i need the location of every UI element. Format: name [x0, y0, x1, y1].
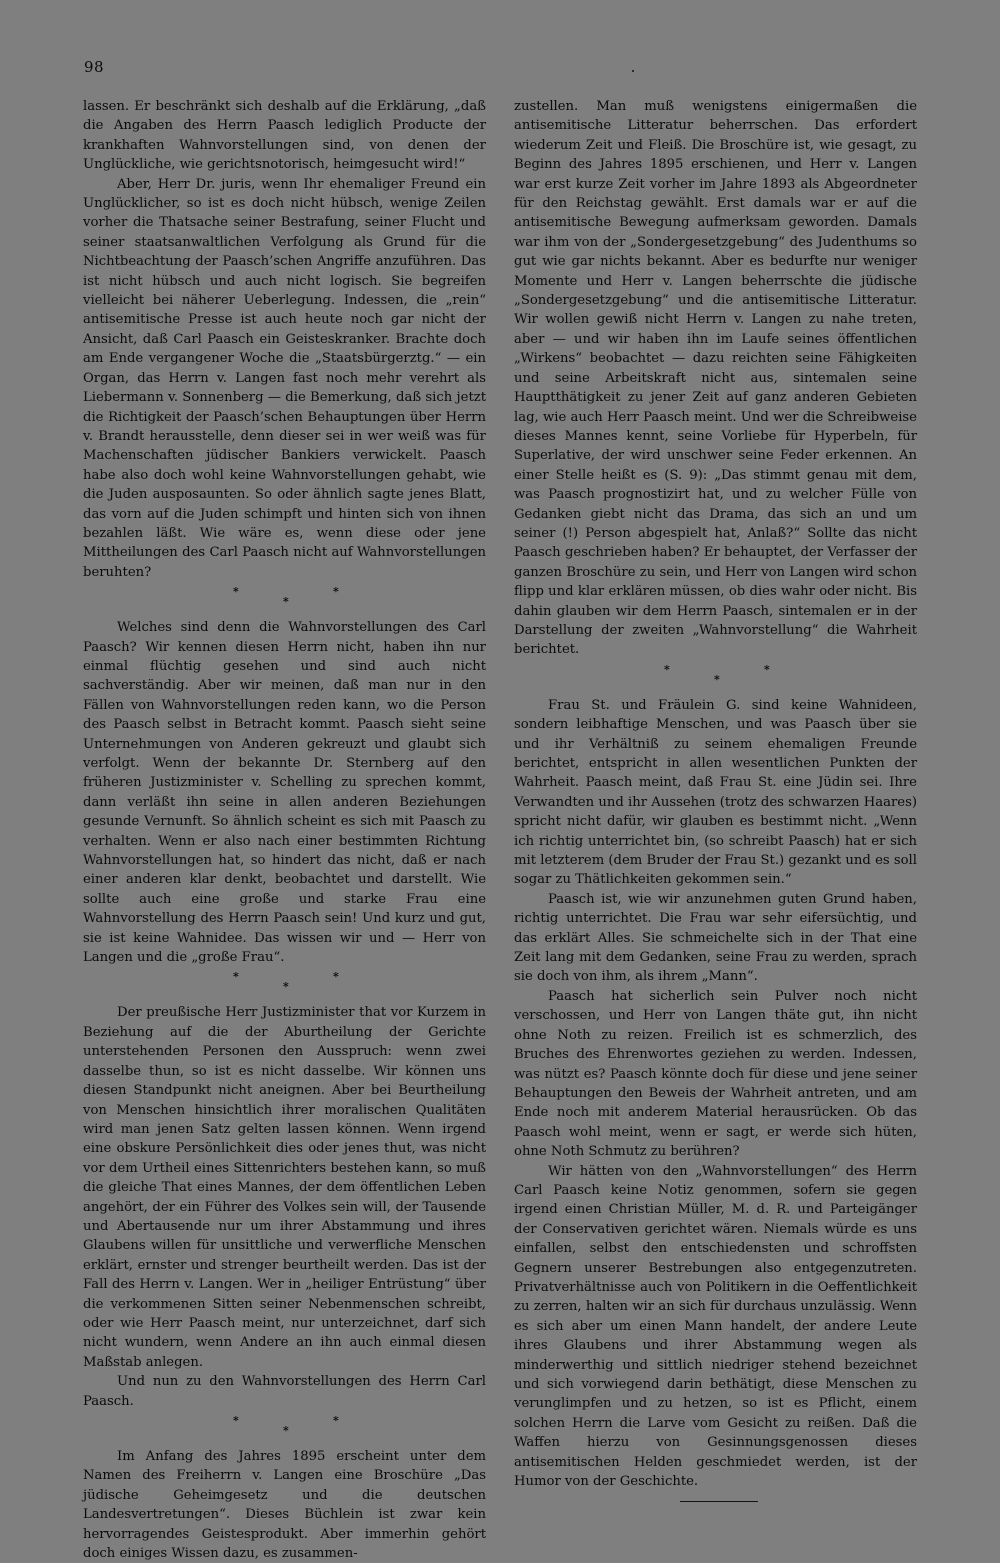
- right-paragraph-1: zustellen. Man muß wenigstens einigermaßen die antisemitische Litteratur beherrschen. Das erfordert wiederum Zeit und Fleiß. Die Broschüre ist, wie gesagt, zu Beginn des Jahres 1895 erschienen, und Herr v. Langen war erst kurze Zeit vorher im Jahre 1893 als Abgeordneter für den Reichstag gewählt. Erst damals war er auf die antisemitische Bewegung aufmerksam geworden. Damals war ihm von der „Sondergesetzgebung“ des Judenthums so gut wie gar nichts bekannt. Aber es bedurfte nur weniger Momente und Herr v. Langen beherrschte die jüdische „Sondergesetzgebung“ und die antisemitische Litteratur. Wir wollen gewiß nicht Herrn v. Langen zu nahe treten, aber — und wir haben ihn im Laufe seines öffentlichen „Wirkens“ beobachtet — dazu reichten seine Fähigkeiten und seine Arbeitskraft nicht aus, sintemalen seine Hauptthätigkeit zu jener Zeit auf ganz anderen Gebieten lag, wie auch Herr Paasch meint. Und wer die Schreibweise dieses Mannes kennt, seine Vorliebe für Hyperbeln, für Superlative, der wird unschwer seine Feder erkennen. An einer Stelle heißt es (S. 9): „Das stimmt genau mit dem, was Paasch prognostizirt hat, und zu welcher Fülle von Gedanken giebt nicht das Drama, das sich an und um seiner (!) Person abgespielt hat, Anlaß?“ Sollte das nicht Paasch geschrieben haben? Er behauptet, der Verfasser der ganzen Broschüre zu sein, und Herr von Langen wird schon flipp und klar erklären müssen, ob dies wahr oder nicht. Bis dahin glauben wir dem Herrn Paasch, sintemalen er in der Darstellung der zweiten „Wahnvorstellung“ die Wahrheit berichtet.: [514, 99, 917, 658]
- star-mark: *: [283, 595, 289, 609]
- right-paragraph-2: Frau St. und Fräulein G. sind keine Wahnideen, sondern leibhaftige Menschen, und was Paasch über sie und ihr Verhältniß zu seinem ehemaligen Freunde berichtet, entspricht in allen wesentlichen Punkten der Wahrheit. Paasch meint, daß Frau St. eine Jüdin sei. Ihre Verwandten und ihr Aussehen (trotz des schwarzen Haares) spricht nicht dafür, wir glauben es bestimmt nicht. „Wenn ich richtig unterrichtet bin, (so schreibt Paasch) hat er sich mit letzterem (dem Bruder der Frau St.) gezankt und es soll sogar zu Thätlichkeiten gekommen sein.“: [514, 697, 917, 888]
- star-mark: *: [764, 662, 770, 676]
- star-mark: *: [283, 980, 289, 994]
- star-mark: *: [283, 1424, 289, 1437]
- section-separator-stars: [83, 1413, 486, 1444]
- page-number: 98: [84, 58, 105, 76]
- print-speck: [632, 70, 634, 72]
- star-mark: *: [333, 1414, 339, 1427]
- left-column: [83, 97, 486, 1563]
- star-mark: *: [233, 585, 239, 599]
- star-mark: *: [333, 970, 339, 984]
- left-paragraph-5: Und nun zu den Wahnvorstellungen des Herrn Carl Paasch.: [83, 1374, 486, 1409]
- star-mark: *: [233, 1414, 239, 1427]
- left-paragraph-1: lassen. Er beschränkt sich deshalb auf die Erklärung, „daß die Angaben des Herrn Paasch lediglich Producte der krankhaften Wahnvorstellungen sind, von denen der Unglückliche, wie gerichtsnotorisch, heimgesucht wird!“: [83, 99, 486, 173]
- section-separator-stars: [83, 969, 486, 1000]
- star-mark: *: [233, 970, 239, 984]
- right-paragraph-4: Paasch hat sicherlich sein Pulver noch nicht verschossen, und Herr von Langen thäte gut, ihn nicht ohne Noth zu reizen. Freilich ist es schmerzlich, des Bruches des Ehrenwortes geziehen zu werden. Indessen, was nützt es? Paasch könnte doch für diese und jene seiner Behauptungen den Beweis der Wahrheit antreten, und am Ende noch mit anderem Material herausrücken. Ob das Paasch wohl meint, wenn er sagt, er werde sich hüten, ohne Noth Schmutz zu berühren?: [514, 988, 917, 1160]
- end-rule: [680, 1501, 758, 1502]
- right-column: [514, 97, 917, 1502]
- section-separator-stars: [514, 662, 917, 693]
- left-paragraph-4: Der preußische Herr Justizminister that vor Kurzem in Beziehung auf die der Aburtheilung der Gerichte unterstehenden Personen den Ausspruch: wenn zwei dasselbe thun, so ist es nicht dasselbe. Wir können uns diesen Standpunkt nicht aneignen. Aber bei Beurtheilung von Menschen hinsichtlich ihrer moralischen Qualitäten wird man jenen Satz gelten lassen können. Wenn irgend eine obskure Persönlichkeit dies oder jenes thut, was nicht vor dem Urtheil eines Sittenrichters bestehen kann, so muß die gleiche That eines Mannes, der dem öffentlichen Leben angehört, der ein Führer des Volkes sein will, der Tausende und Abertausende nur um ihrer Abstammung und ihres Glaubens willen für unsittliche und verwerfliche Menschen erklärt, ernster und strenger beurtheilt werden. Das ist der Fall des Herrn v. Langen. Wer in „heiliger Entrüstung“ über die verkommenen Sitten seiner Nebenmenschen schreibt, oder wie Herr Paasch meint, nur unterzeichnet, darf sich nicht wundern, wenn Andere an ihn auch einmal diesen Maßstab anlegen.: [83, 1005, 486, 1370]
- right-paragraph-3: Paasch ist, wie wir anzunehmen guten Grund haben, richtig unterrichtet. Die Frau war sehr eifersüchtig, und das erklärt Alles. Sie schmeichelte sich in der That eine Zeit lang mit dem Gedanken, seine Frau zu werden, sprach sie doch von ihm, als ihrem „Mann“.: [514, 891, 917, 985]
- star-mark: *: [333, 585, 339, 599]
- section-separator-stars: [83, 584, 486, 615]
- star-mark: *: [664, 662, 670, 676]
- right-paragraph-5: Wir hätten von den „Wahnvorstellungen“ des Herrn Carl Paasch keine Notiz genommen, sofern sie gegen irgend einen Christian Müller, M. d. R. und Parteigänger der Conservativen gerichtet wären. Niemals würde es uns einfallen, selbst den entschiedensten und schroffsten Gegnern unserer Bestrebungen also entgegenzutreten. Privatverhältnisse auch von Politikern in die Oeffentlichkeit zu zerren, halten wir an sich für durchaus unzulässig. Wenn es sich aber um einen Mann handelt, der andere Leute ihres Glaubens und ihrer Abstammung wegen als minderwerthig und sittlich niedriger stehend bezeichnet und sich vorwiegend darin bethätigt, diese Menschen zu verunglimpfen und zu hetzen, so ist es Pflicht, einem solchen Herrn die Larve vom Gesicht zu reißen. Daß die Waffen hierzu von Gesinnungsgenossen dieses antisemitischen Helden geschmiedet werden, ist der Humor von der Geschichte.: [514, 1163, 917, 1490]
- left-paragraph-6: Im Anfang des Jahres 1895 erscheint unter dem Namen des Freiherrn v. Langen eine Broschüre „Das jüdische Geheimgesetz und die deutschen Landesvertretungen“. Dieses Büchlein ist zwar kein hervorragendes Geistesprodukt. Aber immerhin gehört doch einiges Wissen dazu, es zusammen-: [83, 1449, 486, 1562]
- star-mark: *: [714, 672, 720, 686]
- left-paragraph-2: Aber, Herr Dr. juris, wenn Ihr ehemaliger Freund ein Unglücklicher, so ist es doch nicht hübsch, wenige Zeilen vorher die Thatsache seiner Bestrafung, seiner Flucht und seiner staatsanwaltlichen Verfolgung als Grund für die Nichtbeachtung der Paasch’schen Angriffe anzuführen. Das ist nicht hübsch und auch nicht logisch. Sie begreifen vielleicht bei näherer Ueberlegung. Indessen, die „rein“ antisemitische Presse ist auch heute noch gar nicht der Ansicht, daß Carl Paasch ein Geisteskranker. Brachte doch am Ende vergangener Woche die „Staatsbürgerztg.“ — ein Organ, das Herrn v. Langen fast noch mehr verehrt als Liebermann v. Sonnenberg — die Bemerkung, daß sich jetzt die Richtigkeit der Paasch’schen Behauptungen über Herrn v. Brandt herausstelle, denn dieser sei in wer weiß was für Machenschaften jüdischer Bankiers verwickelt. Paasch habe also doch wohl keine Wahnvorstellungen gehabt, wie die Juden ausposaunten. So oder ähnlich sagte jenes Blatt, das vorn auf die Juden schimpft und hinten sich von ihnen bezahlen läßt. Wie wäre es, wenn diese oder jene Mittheilungen des Carl Paasch nicht auf Wahnvorstellungen beruhten?: [83, 176, 486, 580]
- left-paragraph-3: Welches sind denn die Wahnvorstellungen des Carl Paasch? Wir kennen diesen Herrn nicht, haben ihn nur einmal flüchtig gesehen und sind auch nicht sachverständig. Aber wir meinen, daß man nur in den Fällen von Wahnvorstellungen reden kann, wo die Person des Paasch selbst in Betracht kommt. Paasch sieht seine Unternehmungen von Anderen gekreuzt und glaubt sich verfolgt. Wenn der bekannte Dr. Sternberg auf den früheren Justizminister v. Schelling zu sprechen kommt, dann verläßt ihn seine in allen anderen Beziehungen gesunde Vernunft. So ähnlich scheint es sich mit Paasch zu verhalten. Wenn er also nach einer bestimmten Richtung Wahnvorstellungen hat, so hindert das nicht, daß er nach einer anderen klar denkt, beobachtet und darstellt. Wie sollte auch eine große und starke Frau eine Wahnvorstellung des Herrn Paasch sein! Und kurz und gut, sie ist keine Wahnidee. Das wissen wir und — Herr von Langen und die „große Frau“.: [83, 620, 486, 966]
